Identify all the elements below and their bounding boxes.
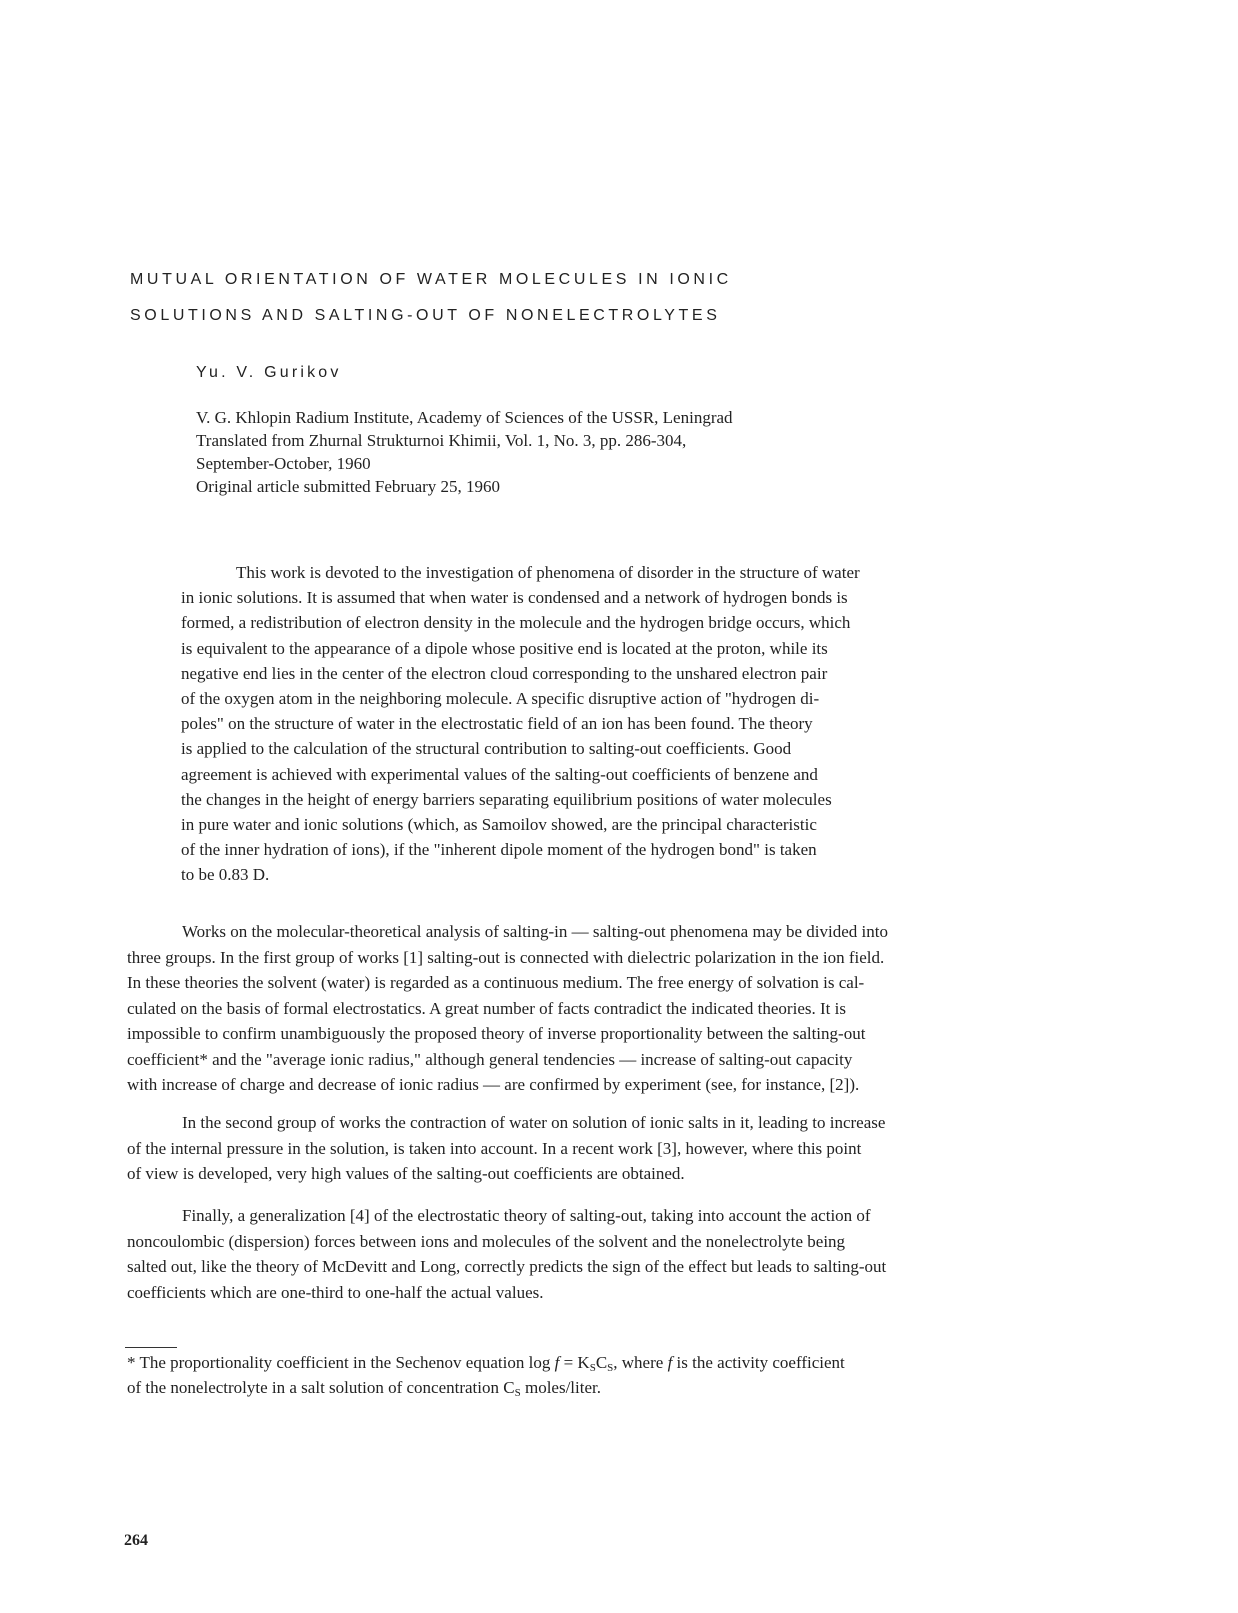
body-line: In the second group of works the contraction of water on solution of ionic salts in it, leading to increase: [182, 1113, 886, 1132]
affiliation-line: V. G. Khlopin Radium Institute, Academy of Sciences of the USSR, Leningrad: [196, 408, 733, 427]
footnote-symbol-f: f: [667, 1353, 673, 1372]
body-paragraph-1: [127, 919, 1117, 1098]
abstract-line: to be 0.83 D.: [181, 865, 270, 885]
title-line-1: MUTUAL ORIENTATION OF WATER MOLECULES IN IONIC: [130, 271, 732, 288]
footnote: [127, 1350, 845, 1400]
footnote-line-1: [127, 1350, 845, 1375]
body-line: salted out, like the theory of McDevitt and Long, correctly predicts the sign of the effect but leads to salting-out: [127, 1257, 887, 1276]
footnote-line-2: [127, 1375, 845, 1400]
footnote-text: of the nonelectrolyte in a salt solution of concentration C: [127, 1378, 515, 1397]
abstract-line: in ionic solutions. It is assumed that when water is condensed and a network of hydrogen bonds is: [181, 588, 848, 608]
footnote-text: C: [595, 1353, 608, 1372]
body-line: of the internal pressure in the solution, is taken into account. In a recent work [3], however, where this point: [127, 1138, 862, 1158]
footnote-text: is the activity coefficient: [672, 1353, 845, 1372]
body-paragraph-3: [127, 1203, 1117, 1305]
body-line: three groups. In the first group of works [1] salting-out is connected with dielectric polarization in the ion field.: [127, 947, 885, 967]
abstract-line: of the oxygen atom in the neighboring molecule. A specific disruptive action of "hydrogen di-: [181, 689, 820, 709]
body-paragraph-2: [127, 1110, 1117, 1187]
paper-title: [130, 262, 1030, 334]
translation-source-line: Translated from Zhurnal Strukturnoi Khimii, Vol. 1, No. 3, pp. 286-304,: [196, 431, 687, 450]
footnote-text: moles/liter.: [520, 1378, 601, 1397]
body-line: impossible to confirm unambiguously the proposed theory of inverse proportionality between the salting-out: [127, 1024, 866, 1043]
page-number: 264: [124, 1532, 148, 1549]
footnote-subscript: S: [589, 1362, 596, 1374]
abstract-line: the changes in the height of energy barriers separating equilibrium positions of water molecules: [181, 789, 832, 809]
footnote-symbol-f: f: [554, 1353, 560, 1372]
footnote-rule: [125, 1347, 177, 1348]
abstract-line: This work is devoted to the investigation of phenomena of disorder in the structure of water: [236, 563, 860, 582]
footnote-text: * The proportionality coefficient in the Sechenov equation log: [127, 1353, 555, 1372]
abstract: [181, 560, 1041, 888]
abstract-line: is applied to the calculation of the structural contribution to salting-out coefficients. Good: [181, 739, 792, 759]
author-name: Yu. V. Gurikov: [196, 364, 342, 381]
abstract-line: negative end lies in the center of the electron cloud corresponding to the unshared electron pair: [181, 663, 828, 683]
body-line: culated on the basis of formal electrostatics. A great number of facts contradict the indicated theories. It is: [127, 998, 846, 1018]
submission-date-line: Original article submitted February 25, 1960: [196, 477, 501, 496]
abstract-line: of the inner hydration of ions), if the "inherent dipole moment of the hydrogen bond" is taken: [181, 840, 817, 860]
affiliation-block: [196, 406, 733, 498]
footnote-subscript: S: [514, 1387, 521, 1399]
footnote-text: = K: [559, 1353, 590, 1372]
body-line: In these theories the solvent (water) is regarded as a continuous medium. The free energy of solvation is cal-: [127, 973, 865, 992]
abstract-line: in pure water and ionic solutions (which, as Samoilov showed, are the principal characteristic: [181, 815, 817, 835]
body-line: Finally, a generalization [4] of the electrostatic theory of salting-out, taking into account the action of: [182, 1206, 871, 1225]
abstract-line: is equivalent to the appearance of a dipole whose positive end is located at the proton, while its: [181, 638, 828, 658]
footnote-subscript: S: [607, 1362, 614, 1374]
body-line: coefficient* and the "average ionic radius," although general tendencies — increase of salting-out capacity: [127, 1049, 853, 1069]
issue-date-line: September-October, 1960: [196, 454, 371, 473]
body-line: Works on the molecular-theoretical analysis of salting-in — salting-out phenomena may be divided into: [182, 922, 888, 941]
body-line: noncoulombic (dispersion) forces between ions and molecules of the solvent and the nonelectrolyte being: [127, 1231, 846, 1251]
abstract-line: agreement is achieved with experimental values of the salting-out coefficients of benzene and: [181, 764, 818, 784]
title-line-2: SOLUTIONS AND SALTING-OUT OF NONELECTROLYTES: [130, 307, 721, 324]
body-line: of view is developed, very high values of the salting-out coefficients are obtained.: [127, 1164, 685, 1183]
body-line: coefficients which are one-third to one-half the actual values.: [127, 1282, 544, 1302]
abstract-line: poles" on the structure of water in the electrostatic field of an ion has been found. The theory: [181, 714, 813, 734]
abstract-line: formed, a redistribution of electron density in the molecule and the hydrogen bridge occurs, which: [181, 613, 851, 633]
footnote-text: , where: [613, 1353, 668, 1372]
body-line: with increase of charge and decrease of ionic radius — are confirmed by experiment (see, for instance, [2]).: [127, 1075, 860, 1094]
